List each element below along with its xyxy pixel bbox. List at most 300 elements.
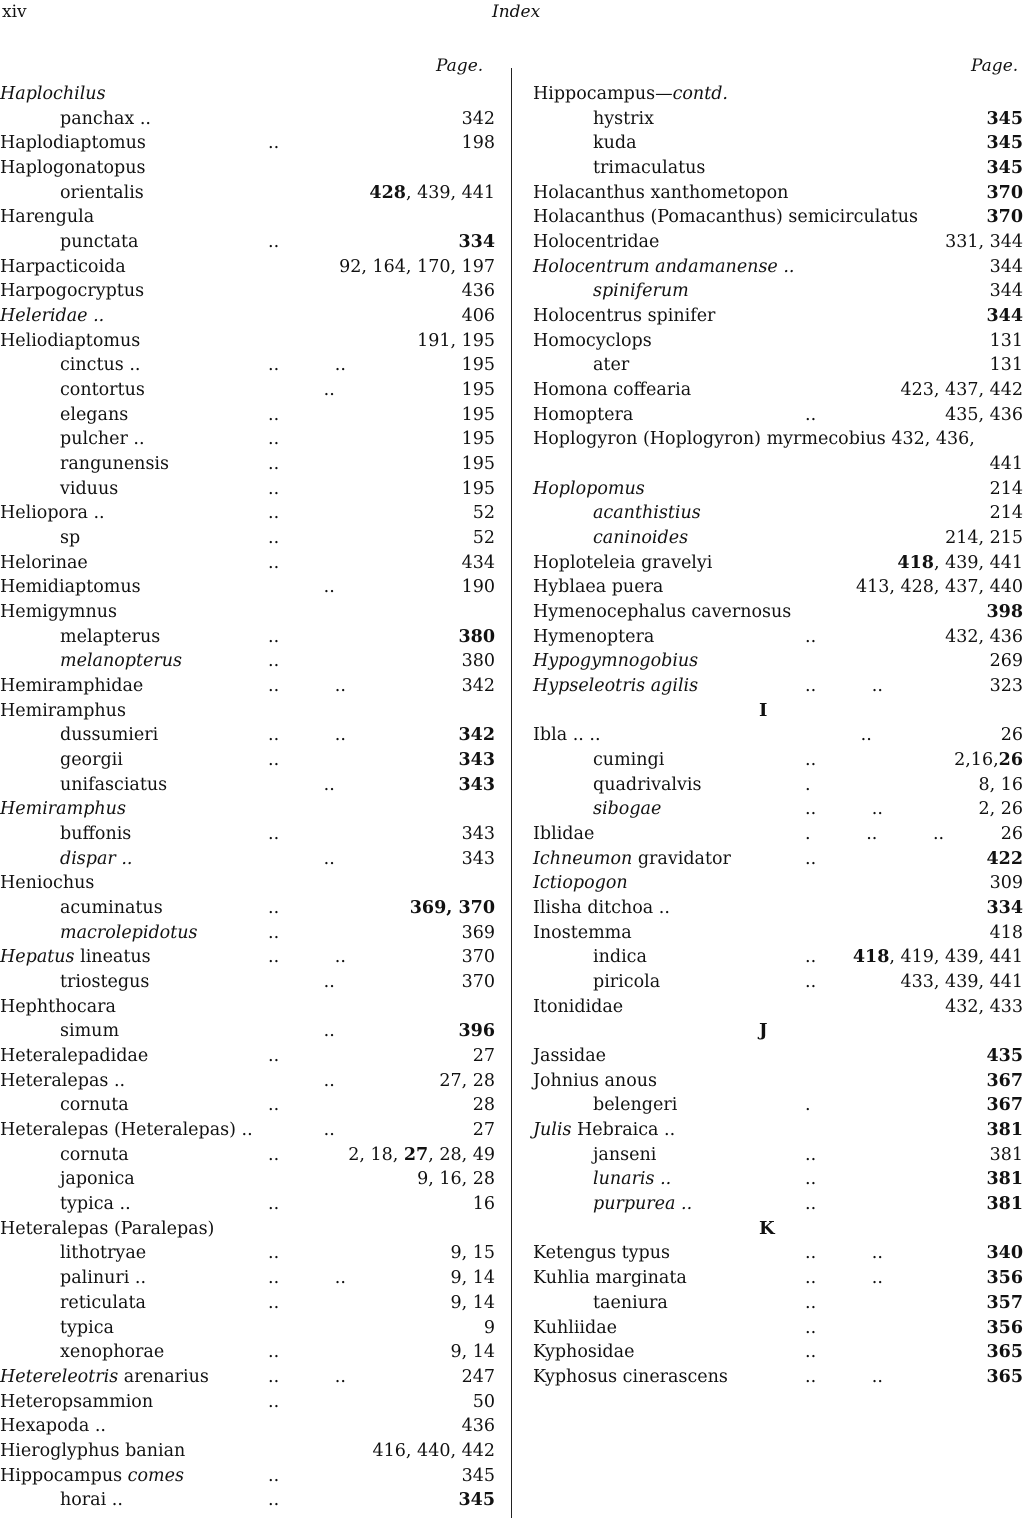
index-entry — [533, 649, 1023, 673]
index-entry — [0, 452, 495, 476]
page-references: 432, 433 — [945, 996, 1023, 1017]
leader-dots: .. — [268, 922, 280, 943]
index-entry — [533, 1241, 1023, 1265]
leader-dots: .. .. — [805, 1243, 883, 1264]
leader-dots: .. — [268, 232, 280, 253]
leader-dots: .. — [268, 552, 280, 573]
entry-name: simum — [60, 1021, 120, 1042]
index-entry — [533, 871, 1023, 895]
leader-dots: .. — [268, 1120, 335, 1141]
entry-name: purpurea .. — [593, 1194, 693, 1215]
page-references: 345 — [986, 108, 1023, 129]
entry-name: viduus — [60, 478, 119, 499]
index-entry — [0, 1118, 495, 1142]
leader-dots: .. — [268, 1194, 280, 1215]
index-entry — [533, 625, 1023, 649]
leader-dots: .. — [268, 503, 280, 524]
entry-name: Holocentrum andamanense .. — [533, 256, 795, 277]
leader-dots: .. — [268, 651, 280, 672]
leader-dots: .. — [268, 972, 335, 993]
page-references: 370 — [986, 182, 1023, 203]
leader-dots: .. — [268, 478, 280, 499]
leader-dots: .. — [268, 577, 335, 598]
page-references: 52 — [472, 528, 495, 549]
leader-dots: .. — [268, 898, 280, 919]
index-entry — [533, 181, 1023, 205]
page-references: 342 — [461, 108, 495, 129]
entry-name: cornuta — [60, 1144, 129, 1165]
leader-dots: .. — [268, 1292, 280, 1313]
index-entry — [533, 378, 1023, 402]
leader-dots: . — [805, 1095, 811, 1116]
page-references: 27, 28 — [439, 1070, 495, 1091]
leader-dots: .. — [268, 626, 280, 647]
leader-dots: .. — [805, 1169, 817, 1190]
index-entry — [533, 1365, 1023, 1389]
index-entry — [0, 329, 495, 353]
leader-dots: .. — [268, 1465, 280, 1486]
entry-name: Johnius anous — [533, 1070, 657, 1091]
entry-name: unifasciatus — [60, 774, 168, 795]
index-entry — [0, 625, 495, 649]
page-references: 131 — [989, 330, 1023, 351]
page-references: 195 — [461, 454, 495, 475]
page-references: 365 — [986, 1342, 1023, 1363]
entry-name: Hymenocephalus cavernosus — [533, 602, 792, 623]
leader-dots: .. — [805, 972, 817, 993]
page-references: 369, 370 — [409, 898, 495, 919]
leader-dots: .. — [268, 1342, 280, 1363]
page-references: 418, 419, 439, 441 — [852, 947, 1023, 968]
page-references: 8, 16 — [978, 774, 1023, 795]
entry-name: Heteralepadidae — [0, 1046, 149, 1067]
leader-dots: .. .. — [268, 725, 346, 746]
entry-name: Hyblaea puera — [533, 577, 664, 598]
page-references: 381 — [986, 1169, 1023, 1190]
entry-name: lunaris .. — [593, 1169, 672, 1190]
leader-dots: .. — [268, 1243, 280, 1264]
page-references: 16 — [472, 1194, 495, 1215]
index-entry — [0, 551, 495, 575]
index-entry — [0, 723, 495, 747]
index-entry — [533, 1167, 1023, 1191]
entry-name: Heliopora .. — [0, 503, 105, 524]
index-entry — [0, 427, 495, 451]
page-references: 435, 436 — [945, 404, 1023, 425]
entry-name: Kyphosus cinerascens — [533, 1366, 728, 1387]
page-references: 396 — [458, 1021, 495, 1042]
page-references: 345 — [461, 1465, 495, 1486]
leader-dots: .. .. — [268, 947, 346, 968]
entry-name: Heteropsammion — [0, 1391, 154, 1412]
index-entry — [533, 526, 1023, 550]
index-entry — [0, 1167, 495, 1191]
index-entry — [533, 674, 1023, 698]
entry-name: Heliodiaptomus — [0, 330, 141, 351]
index-entry — [0, 896, 495, 920]
entry-name: japonica — [60, 1169, 135, 1190]
entry-name: Jassidae — [533, 1046, 606, 1067]
index-entry — [533, 1266, 1023, 1290]
entry-name: Iblidae — [533, 824, 595, 845]
page-references: 381 — [989, 1144, 1023, 1165]
page-references: 52 — [472, 503, 495, 524]
page-references: 343 — [458, 774, 495, 795]
index-entry — [0, 1069, 495, 1093]
entry-name: Heteralepas (Heteralepas) .. — [0, 1120, 253, 1141]
index-entry — [533, 797, 1023, 821]
index-entry — [0, 378, 495, 402]
index-entry — [533, 1093, 1023, 1117]
page-references: 436 — [461, 1416, 495, 1437]
page-references: 413, 428, 437, 440 — [856, 577, 1023, 598]
entry-name: reticulata — [60, 1292, 146, 1313]
leader-dots: .. .. — [268, 1366, 346, 1387]
index-entry — [533, 279, 1023, 303]
entry-name: Homona coffearia — [533, 380, 692, 401]
entry-name: triostegus — [60, 972, 150, 993]
entry-name: melapterus — [60, 626, 161, 647]
entry-name: Ilisha ditchoa .. — [533, 898, 670, 919]
page-references: 2,16,26 — [954, 750, 1023, 771]
entry-name: quadrivalvis — [593, 774, 702, 795]
entry-name: taeniura — [593, 1292, 668, 1313]
section-letter — [533, 1217, 1023, 1241]
entry-name: buffonis — [60, 824, 132, 845]
page-references: 2, 26 — [978, 799, 1023, 820]
page-number: xiv — [2, 2, 27, 22]
index-entry — [533, 1192, 1023, 1216]
page-references: 26 — [1000, 725, 1023, 746]
entry-name: cornuta — [60, 1095, 129, 1116]
entry-name: macrolepidotus — [60, 922, 198, 943]
index-entry — [533, 995, 1023, 1019]
index-entry — [0, 575, 495, 599]
entry-name: Hetereleotris arenarius — [0, 1366, 209, 1387]
entry-name: Hemigymnus — [0, 602, 118, 623]
index-entry — [0, 205, 495, 229]
page-references: 398 — [986, 602, 1023, 623]
leader-dots: .. — [268, 1391, 280, 1412]
entry-name: typica — [60, 1317, 114, 1338]
index-entry — [533, 501, 1023, 525]
index-entry — [533, 1340, 1023, 1364]
entry-name: Hoplogyron (Hoplogyron) myrmecobius 432, 436, — [533, 429, 975, 450]
entry-name: dussumieri — [60, 725, 159, 746]
section-letter — [533, 699, 1023, 723]
entry-name: Ictiopogon — [533, 873, 628, 894]
page-references: 416, 440, 442 — [372, 1440, 495, 1461]
entry-name: Hypogymnogobius — [533, 651, 699, 672]
page-references: 422 — [986, 848, 1023, 869]
leader-dots: .. — [805, 725, 872, 746]
page-references: 28 — [472, 1095, 495, 1116]
entry-name: Inostemma — [533, 922, 632, 943]
index-entry — [0, 181, 495, 205]
page-references: 9, 14 — [450, 1292, 495, 1313]
entry-name: Hoploteleia gravelyi — [533, 552, 713, 573]
index-entry — [533, 353, 1023, 377]
entry-name: Hoplopomus — [533, 478, 645, 499]
index-entry — [0, 526, 495, 550]
leader-dots: .. .. — [268, 355, 346, 376]
entry-name: pulcher .. — [60, 429, 145, 450]
leader-dots: .. — [268, 824, 280, 845]
page-references: 357 — [986, 1292, 1023, 1313]
entry-name: Hemiramphus — [0, 700, 126, 721]
entry-name: Hemiramphus — [0, 799, 126, 820]
page-references: 190 — [461, 577, 495, 598]
entry-name: dispar .. — [60, 848, 133, 869]
entry-name: horai .. — [60, 1490, 123, 1511]
entry-name: palinuri .. — [60, 1268, 147, 1289]
entry-name: trimaculatus — [593, 158, 706, 178]
leader-dots: .. — [268, 1021, 335, 1042]
entry-name: spiniferum — [593, 281, 689, 302]
leader-dots: .. — [268, 454, 280, 475]
page-references: 380 — [458, 626, 495, 647]
entry-name: Heniochus — [0, 873, 95, 894]
index-entry — [0, 1414, 495, 1438]
index-entry — [0, 1093, 495, 1117]
index-entry — [0, 1044, 495, 1068]
page-references: 247 — [461, 1366, 495, 1387]
index-entry — [533, 1143, 1023, 1167]
entry-name: Hephthocara — [0, 996, 116, 1017]
entry-name: Harengula — [0, 207, 95, 228]
entry-name: melanopterus — [60, 651, 182, 672]
page-references: 27 — [472, 1046, 495, 1067]
leader-dots: . — [805, 774, 811, 795]
leader-dots: .. — [805, 1144, 817, 1165]
page-references: 370 — [461, 972, 495, 993]
page-references: 195 — [461, 404, 495, 425]
page-references: 195 — [461, 478, 495, 499]
leader-dots: .. — [268, 429, 280, 450]
index-entry — [0, 255, 495, 279]
page-references: 381 — [986, 1120, 1023, 1141]
entry-name: caninoides — [593, 528, 689, 549]
index-entry — [533, 477, 1023, 501]
page-references: 423, 437, 442 — [900, 380, 1023, 401]
section-letter — [533, 1019, 1023, 1043]
leader-dots: .. — [805, 404, 817, 425]
page-references: 344 — [989, 281, 1023, 302]
entry-name: punctata — [60, 232, 139, 253]
page-references: 323 — [989, 676, 1023, 697]
index-entry — [0, 600, 495, 624]
index-entry — [533, 156, 1023, 180]
index-entry — [0, 1439, 495, 1463]
page-references: 344 — [989, 256, 1023, 277]
leader-dots: .. — [268, 774, 335, 795]
leader-dots: .. — [268, 380, 335, 401]
page-references: 331, 344 — [945, 232, 1023, 253]
index-entry — [0, 1266, 495, 1290]
page-column-label: Page. — [436, 56, 484, 76]
page-references: 50 — [472, 1391, 495, 1412]
entry-name: Hymenoptera — [533, 626, 655, 647]
entry-name: xenophorae — [60, 1342, 165, 1363]
entry-name: Hieroglyphus banian — [0, 1440, 186, 1461]
page-references: 334 — [986, 898, 1023, 919]
leader-dots: .. — [268, 848, 335, 869]
page-references: 342 — [458, 725, 495, 746]
leader-dots: .. — [805, 947, 817, 968]
section-letter-heading: I — [759, 699, 768, 721]
entry-name: piricola — [593, 972, 661, 993]
index-entry — [0, 501, 495, 525]
leader-dots: .. — [805, 1292, 817, 1313]
index-entry — [0, 1019, 495, 1043]
page-references: 356 — [986, 1317, 1023, 1338]
index-entry — [0, 1241, 495, 1265]
entry-name: Julis Hebraica .. — [533, 1120, 676, 1141]
entry-name: Holocentridae — [533, 232, 660, 253]
index-entry — [0, 822, 495, 846]
index-entry — [533, 575, 1023, 599]
leader-dots: .. — [268, 528, 280, 549]
page-references: 27 — [472, 1120, 495, 1141]
page-header — [0, 2, 1024, 26]
entry-name: typica .. — [60, 1194, 131, 1215]
entry-name: Kuhlia marginata — [533, 1268, 687, 1289]
page-references: 340 — [986, 1243, 1023, 1264]
page-references: 9, 15 — [450, 1243, 495, 1264]
index-entry — [533, 304, 1023, 328]
index-entry — [0, 477, 495, 501]
entry-name: panchax .. — [60, 108, 151, 129]
page-references: 9, 14 — [450, 1342, 495, 1363]
page-references: 344 — [986, 306, 1023, 327]
entry-name: kuda — [593, 133, 637, 154]
entry-name: Holacanthus xanthometopon — [533, 182, 789, 203]
entry-name: Hypseleotris agilis — [533, 676, 699, 697]
leader-dots: .. — [268, 1144, 280, 1165]
page-references: 191, 195 — [417, 330, 495, 351]
index-entry — [533, 847, 1023, 871]
entry-name: ater — [593, 355, 630, 376]
entry-name: Hemiramphidae — [0, 676, 144, 697]
page-references: 26 — [1000, 824, 1023, 845]
index-entry — [533, 822, 1023, 846]
leader-dots: .. .. — [268, 1268, 346, 1289]
index-entry — [533, 1118, 1023, 1142]
page-references: 214, 215 — [945, 528, 1023, 549]
entry-name: Ichneumon gravidator — [533, 848, 731, 869]
page-references: 356 — [986, 1268, 1023, 1289]
page-references: 345 — [986, 158, 1023, 178]
index-entry — [533, 329, 1023, 353]
leader-dots: .. — [268, 1095, 280, 1116]
index-entry — [0, 871, 495, 895]
section-letter-heading: K — [759, 1217, 775, 1239]
page-references: 418, 439, 441 — [897, 552, 1023, 573]
page-references: 369 — [461, 922, 495, 943]
index-entry — [0, 107, 495, 131]
page-references: 345 — [986, 133, 1023, 154]
index-entry — [0, 1390, 495, 1414]
entry-name: Itonididae — [533, 996, 624, 1017]
page-references: 214 — [989, 478, 1023, 499]
leader-dots: .. .. — [805, 799, 883, 820]
index-entry — [533, 773, 1023, 797]
page-references: 9 — [483, 1317, 495, 1338]
entry-name: Kuhliidae — [533, 1317, 618, 1338]
page-references: 434 — [461, 552, 495, 573]
page-references: 365 — [986, 1366, 1023, 1387]
entry-name: Helorinae — [0, 552, 88, 573]
index-entry — [0, 1192, 495, 1216]
entry-name: Hexapoda .. — [0, 1416, 106, 1437]
page-references: 343 — [458, 750, 495, 771]
page-references: 418 — [989, 922, 1023, 943]
index-entry — [0, 773, 495, 797]
entry-name: Hippocampus comes — [0, 1465, 184, 1486]
page-column-label: Page. — [971, 56, 1019, 76]
page-references: 428, 439, 441 — [369, 182, 495, 203]
page-references: 309 — [989, 873, 1023, 894]
index-entry — [533, 945, 1023, 969]
page-references: 269 — [989, 651, 1023, 672]
page-references: 433, 439, 441 — [900, 972, 1023, 993]
index-entry — [0, 970, 495, 994]
page-references: 334 — [458, 232, 495, 253]
entry-name: elegans — [60, 404, 129, 425]
leader-dots: .. — [268, 1046, 280, 1067]
entry-name: Ketengus typus — [533, 1243, 671, 1264]
page-references: 441 — [989, 454, 1023, 475]
leader-dots: .. — [805, 1194, 817, 1215]
index-entry — [0, 131, 495, 155]
page-references: 131 — [989, 355, 1023, 376]
index-entry — [533, 1069, 1023, 1093]
index-entry — [0, 748, 495, 772]
entry-name: Ibla .. .. — [533, 725, 601, 746]
index-entry — [0, 674, 495, 698]
entry-name: Holocentrus spinifer — [533, 306, 716, 327]
leader-dots: .. .. — [805, 1268, 883, 1289]
leader-dots: .. — [805, 1342, 817, 1363]
entry-name: Hemidiaptomus — [0, 577, 141, 598]
entry-name: Holacanthus (Pomacanthus) semicirculatus — [533, 207, 919, 228]
index-entry — [533, 723, 1023, 747]
index-entry — [0, 1143, 495, 1167]
entry-name: lithotryae — [60, 1243, 147, 1264]
index-entry — [0, 1217, 495, 1241]
index-entry — [0, 230, 495, 254]
index-entry — [533, 452, 1023, 476]
index-entry — [0, 304, 495, 328]
entry-name: Kyphosidae — [533, 1342, 635, 1363]
entry-name: georgii — [60, 750, 123, 771]
page-references: 381 — [986, 1194, 1023, 1215]
entry-name: hystrix — [593, 108, 655, 129]
entry-name: cinctus .. — [60, 355, 141, 376]
page-references: 92, 164, 170, 197 — [339, 256, 495, 277]
page-references: 435 — [986, 1046, 1023, 1067]
page-references: 198 — [461, 133, 495, 154]
index-entry — [533, 255, 1023, 279]
running-title: Index — [492, 2, 541, 22]
index-entry — [533, 82, 1023, 106]
leader-dots: .. — [805, 750, 817, 771]
index-entry — [533, 427, 1023, 451]
index-entry — [533, 921, 1023, 945]
entry-name: Heleridae .. — [0, 306, 105, 327]
entry-name: rangunensis — [60, 454, 169, 475]
index-entry — [533, 230, 1023, 254]
